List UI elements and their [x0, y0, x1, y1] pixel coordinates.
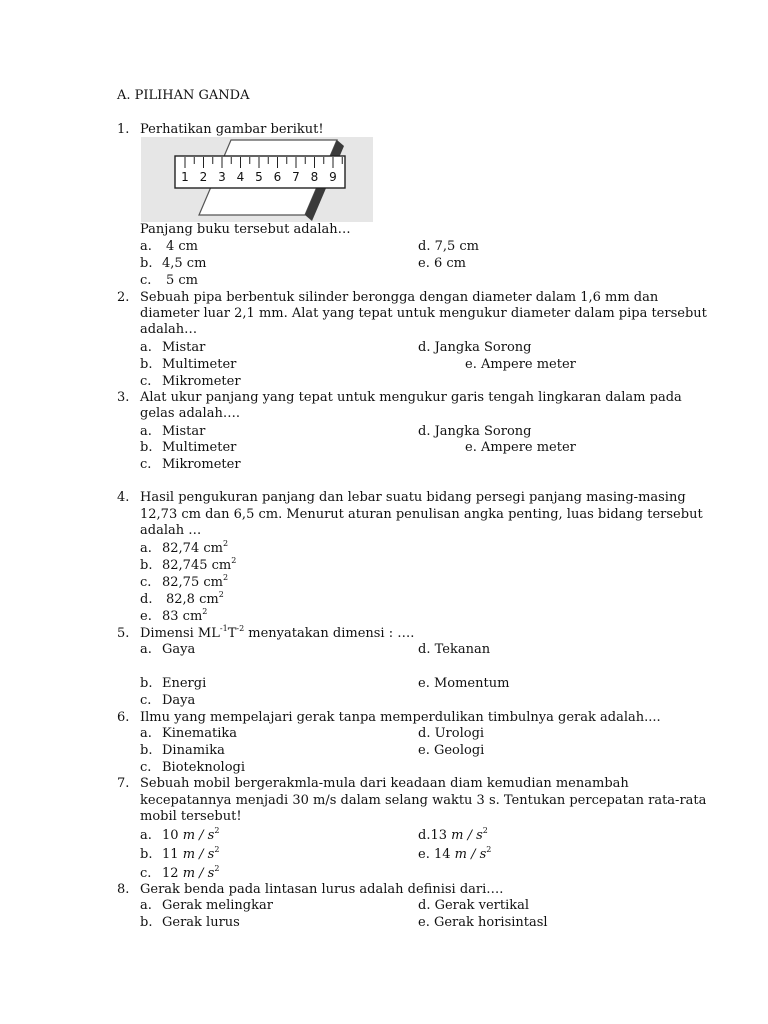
- question-7-line-3: mobil tersebut!: [140, 809, 242, 824]
- q5-sup-1: -1: [219, 623, 228, 633]
- q2-option-e: e. Ampere meter: [465, 357, 576, 372]
- q4-option-d-exponent: 2: [218, 589, 224, 599]
- q6-option-a-label: a.: [140, 726, 152, 741]
- q8-option-b: Gerak lurus: [162, 915, 240, 930]
- q5-option-c: Daya: [162, 693, 196, 708]
- ruler-numbers: [181, 170, 337, 184]
- ruler-illustration: [141, 137, 373, 222]
- q6-option-b-label: b.: [140, 743, 153, 758]
- q5-sup-2: -2: [236, 623, 245, 633]
- q3-option-a: Mistar: [162, 424, 206, 439]
- ruler-number-label: 5: [255, 170, 263, 184]
- q7-option-c: [162, 863, 220, 882]
- ruler-number-label: 7: [292, 170, 300, 184]
- section-title: A. PILIHAN GANDA: [117, 88, 250, 103]
- q8-option-b-label: b.: [140, 915, 153, 930]
- q1-option-a-label: a.: [140, 239, 152, 254]
- q7-option-a-unit: m / s: [182, 828, 215, 843]
- q4-option-c-value: 82,75 cm: [162, 575, 223, 590]
- q4-option-b-label: b.: [140, 558, 153, 573]
- question-2-line-1: Sebuah pipa berbentuk silinder berongga dengan diameter dalam 1,6 mm dan: [140, 290, 659, 305]
- q5-option-a: Gaya: [162, 642, 196, 657]
- question-2-number: 2.: [117, 290, 130, 305]
- q4-option-e-exponent: 2: [202, 606, 208, 616]
- q3-option-e: e. Ampere meter: [465, 440, 576, 455]
- q7-option-c-value: 12: [162, 866, 179, 881]
- q1-option-a: 4 cm: [166, 239, 199, 254]
- q4-option-a-value: 82,74 cm: [162, 541, 223, 556]
- q5-option-e: e. Momentum: [418, 676, 510, 691]
- q7-option-c-label: c.: [140, 866, 152, 881]
- q7-option-a: [162, 825, 220, 844]
- q3-option-c: Mikrometer: [162, 457, 241, 472]
- q6-option-d: d. Urologi: [418, 726, 485, 741]
- q6-option-c-label: c.: [140, 760, 152, 775]
- q3-option-c-label: c.: [140, 457, 152, 472]
- question-8-number: 8.: [117, 882, 130, 897]
- q7-option-b: [162, 844, 220, 863]
- q1-option-c-label: c.: [140, 273, 152, 288]
- question-5-number: 5.: [117, 626, 130, 641]
- ruler-book-figure: [141, 137, 373, 222]
- q7-option-e-value: e. 14: [418, 847, 451, 862]
- q3-option-b-label: b.: [140, 440, 153, 455]
- q3-option-b: Multimeter: [162, 440, 237, 455]
- q4-option-e: [162, 606, 208, 625]
- question-1-prompt: Panjang buku tersebut adalah…: [140, 222, 351, 237]
- q1-option-d: d. 7,5 cm: [418, 239, 480, 254]
- q1-option-b: 4,5 cm: [162, 256, 207, 271]
- q4-option-a: [162, 538, 229, 557]
- question-3-number: 3.: [117, 390, 130, 405]
- q2-option-b: Multimeter: [162, 357, 237, 372]
- q3-option-a-label: a.: [140, 424, 152, 439]
- q7-option-b-exponent: 2: [214, 844, 220, 854]
- question-4-line-1: Hasil pengukuran panjang dan lebar suatu bidang persegi panjang masing-masing: [140, 490, 686, 505]
- question-1-text: Perhatikan gambar berikut!: [140, 122, 324, 137]
- ruler-number-label: 2: [199, 170, 208, 184]
- q1-option-b-label: b.: [140, 256, 153, 271]
- q7-option-b-unit: m / s: [182, 847, 215, 862]
- q4-option-b-value: 82,745 cm: [162, 558, 232, 573]
- question-6-number: 6.: [117, 710, 130, 725]
- q4-option-b-exponent: 2: [231, 555, 237, 565]
- q7-option-e-exponent: 2: [486, 844, 492, 854]
- ruler-number-label: 4: [236, 170, 245, 184]
- q5-text-c: menyatakan dimensi : ….: [244, 626, 415, 641]
- q7-option-b-label: b.: [140, 847, 153, 862]
- q7-option-e: [418, 844, 492, 863]
- q5-option-d: d. Tekanan: [418, 642, 491, 657]
- q2-option-a: Mistar: [162, 340, 206, 355]
- q5-option-c-label: c.: [140, 693, 152, 708]
- question-6-text: Ilmu yang mempelajari gerak tanpa memperdulikan timbulnya gerak adalah....: [140, 710, 661, 725]
- q4-option-c: [162, 572, 229, 591]
- q8-option-e: e. Gerak horisintasl: [418, 915, 548, 930]
- q5-text-b: T: [227, 626, 237, 641]
- q7-option-a-value: 10: [162, 828, 179, 843]
- question-5-text: [140, 623, 415, 642]
- q5-option-b-label: b.: [140, 676, 153, 691]
- q2-option-b-label: b.: [140, 357, 153, 372]
- q4-option-c-exponent: 2: [222, 572, 229, 582]
- q7-option-d-unit: m / s: [451, 828, 483, 843]
- ruler-number-label: 1: [181, 170, 189, 184]
- q6-option-c: Bioteknologi: [162, 760, 245, 775]
- q7-option-b-value: 11: [162, 847, 179, 862]
- q5-text-a: Dimensi ML: [140, 626, 220, 641]
- question-3-line-2: gelas adalah….: [140, 406, 240, 421]
- question-4-line-2: 12,73 cm dan 6,5 cm. Menurut aturan penulisan angka penting, luas bidang tersebut: [140, 507, 703, 522]
- q2-option-d: d. Jangka Sorong: [418, 340, 532, 355]
- question-7-line-2: kecepatannya menjadi 30 m/s dalam selang waktu 3 s. Tentukan percepatan rata-rata: [140, 793, 707, 808]
- ruler-number-label: 8: [310, 170, 319, 184]
- q4-option-c-label: c.: [140, 575, 152, 590]
- q8-option-a-label: a.: [140, 898, 152, 913]
- q7-option-a-exponent: 2: [214, 825, 220, 835]
- question-8-text: Gerak benda pada lintasan lurus adalah definisi dari….: [140, 882, 504, 897]
- q5-option-b: Energi: [162, 676, 207, 691]
- question-4-number: 4.: [117, 490, 130, 505]
- q4-option-d: [166, 589, 224, 608]
- question-2-line-3: adalah…: [140, 322, 198, 337]
- q7-option-c-unit: m / s: [182, 866, 215, 881]
- q6-option-a: Kinematika: [162, 726, 238, 741]
- q4-option-a-exponent: 2: [222, 538, 229, 548]
- q6-option-e: e. Geologi: [418, 743, 485, 758]
- q6-option-b: Dinamika: [162, 743, 225, 758]
- q7-option-c-exponent: 2: [214, 863, 220, 873]
- q7-option-d-exponent: 2: [482, 825, 488, 835]
- q1-option-c: 5 cm: [166, 273, 199, 288]
- q8-option-d: d. Gerak vertikal: [418, 898, 530, 913]
- q7-option-a-label: a.: [140, 828, 152, 843]
- ruler-number-label: 3: [218, 170, 226, 184]
- q2-option-c-label: c.: [140, 374, 152, 389]
- ruler-number-label: 9: [329, 170, 337, 184]
- ruler-number-label: 6: [273, 170, 282, 184]
- q1-option-e: e. 6 cm: [418, 256, 466, 271]
- question-7-line-1: Sebuah mobil bergerakmla-mula dari keadaan diam kemudian menambah: [140, 776, 629, 791]
- q7-option-e-unit: m / s: [454, 847, 487, 862]
- q4-option-e-value: 83 cm: [162, 609, 203, 624]
- q2-option-a-label: a.: [140, 340, 152, 355]
- q5-option-a-label: a.: [140, 642, 152, 657]
- q4-option-d-value: 82,8 cm: [166, 592, 219, 607]
- question-4-line-3: adalah …: [140, 523, 202, 538]
- question-7-number: 7.: [117, 776, 130, 791]
- q4-option-b: [162, 555, 237, 574]
- q3-option-d: d. Jangka Sorong: [418, 424, 532, 439]
- q7-option-d: [418, 825, 488, 844]
- question-2-line-2: diameter luar 2,1 mm. Alat yang tepat untuk mengukur diameter dalam pipa tersebut: [140, 306, 707, 321]
- q8-option-a: Gerak melingkar: [162, 898, 273, 913]
- q2-option-c: Mikrometer: [162, 374, 241, 389]
- q7-option-d-value: d.13: [418, 828, 447, 843]
- question-1-number: 1.: [117, 122, 130, 137]
- q4-option-d-label: d.: [140, 592, 153, 607]
- q4-option-e-label: e.: [140, 609, 152, 624]
- question-3-line-1: Alat ukur panjang yang tepat untuk mengukur garis tengah lingkaran dalam pada: [140, 390, 682, 405]
- q4-option-a-label: a.: [140, 541, 152, 556]
